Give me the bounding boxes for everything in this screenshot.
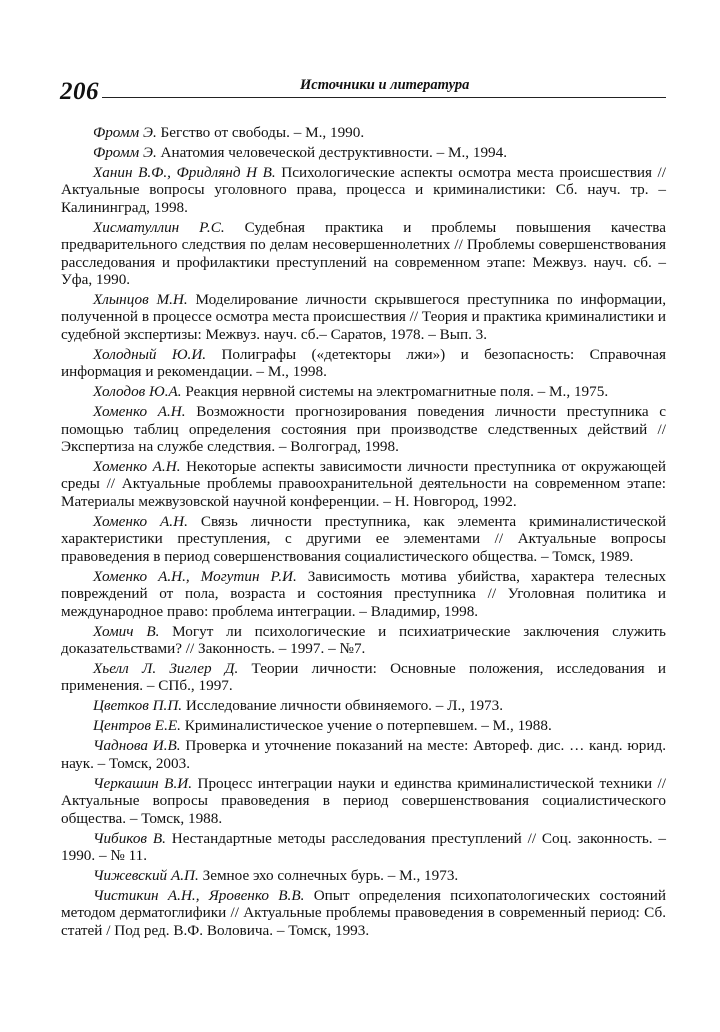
entry-author: Цветков П.П. — [93, 697, 183, 715]
bibliography-list — [61, 124, 666, 942]
entry-author: Холодов Ю.А. — [93, 383, 182, 401]
bibliography-entry — [61, 219, 666, 289]
bibliography-entry — [61, 124, 666, 141]
page-number: 206 — [60, 78, 99, 105]
bibliography-entry — [61, 291, 666, 343]
entry-author: Чистикин А.Н., Яровенко В.В. — [93, 886, 305, 904]
entry-text: Анатомия человеческой деструктивности. – М., 1994. — [156, 144, 508, 161]
entry-author: Хоменко А.Н. — [93, 403, 186, 421]
entry-text: Криминалистическое учение о потерпевшем. – М., 1988. — [180, 717, 552, 735]
entry-text: Некоторые аспекты зависимости личности преступника от окружающей среды // Актуальные проблемы правоохранительной деятельности на современном этапе: Материалы межвузовской научной конференции. – Н. Новгород, 1992. — [61, 458, 666, 510]
entry-author: Хоменко А.Н. — [93, 458, 181, 476]
entry-text: Исследование личности обвиняемого. – Л., 1973. — [182, 697, 504, 715]
entry-author: Хьелл Л. Зиглер Д. — [93, 659, 239, 677]
entry-author: Фромм Э. — [93, 144, 157, 161]
entry-text: Судебная практика и проблемы повышения качества предварительного следствия по делам несовершеннолетних // Проблемы совершенствования расследования и профилактики преступлений на современном этапе: Межвуз. науч. сб. – Уфа, 1990. — [61, 218, 666, 289]
entry-text: Возможности прогнозирования поведения личности преступника с помощью таблиц определения состояния при производстве следственных действий // Экспертиза на службе следствия. – Волгоград, 1998. — [61, 403, 666, 456]
bibliography-entry — [61, 458, 666, 510]
bibliography-entry — [61, 164, 666, 216]
bibliography-entry — [61, 775, 666, 827]
entry-author: Хоменко А.Н., Могутин Р.И. — [93, 567, 297, 585]
entry-author: Ханин В.Ф., Фридлянд Н В. — [93, 164, 276, 181]
bibliography-entry — [61, 144, 666, 161]
bibliography-entry — [61, 513, 666, 565]
entry-text: Моделирование личности скрывшегося преступника по информации, полученной в процессе осмотра места происшествия // Теория и практика криминалистики и судебной экспертизы: Межвуз. науч. сб.– Саратов, 1978. – Вып. 3. — [61, 291, 666, 343]
entry-author: Холодный Ю.И. — [93, 345, 207, 363]
page-header — [60, 78, 666, 108]
bibliography-entry — [61, 887, 666, 939]
entry-author: Хоменко А.Н. — [93, 512, 188, 530]
entry-text: Теории личности: Основные положения, исследования и применения. – СПб., 1997. — [61, 659, 666, 695]
bibliography-entry — [61, 403, 666, 455]
entry-author: Черкашин В.И. — [93, 774, 193, 792]
entry-text: Реакция нервной системы на электромагнитные поля. – М., 1975. — [181, 383, 609, 401]
entry-text: Психологические аспекты осмотра места происшествия // Актуальные вопросы уголовного права, процесса и криминалистики: Сб. науч. тр. – Калининград, 1998. — [61, 164, 666, 216]
bibliography-entry — [61, 737, 666, 772]
header-rule — [102, 97, 666, 98]
bibliography-entry — [61, 867, 666, 884]
entry-text: Бегство от свободы. – М., 1990. — [156, 124, 365, 141]
entry-text: Полиграфы («детекторы лжи») и безопасность: Справочная информация и рекомендации. – М., 1998. — [61, 345, 666, 381]
entry-author: Чибиков В. — [93, 829, 166, 847]
entry-text: Зависимость мотива убийства, характера телесных повреждений от пола, возраста и состояния преступника // Уголовная политика и международное право: проблема интеграции. – Владимир, 1998. — [61, 567, 666, 620]
bibliography-entry — [61, 717, 666, 734]
entry-text: Опыт определения психопатологических состояний методом дерматоглифики // Актуальные проблемы правоведения в современный период: Сб. статей / Под ред. В.Ф. Воловича. – Томск, 1993. — [61, 886, 666, 939]
entry-author: Хлынцов М.Н. — [93, 291, 188, 309]
entry-text: Процесс интеграции науки и единства криминалистической техники // Актуальные вопросы правоведения в период совершенствования социалистического общества. – Томск, 1988. — [61, 774, 666, 827]
bibliography-entry — [61, 623, 666, 658]
entry-author: Фромм Э. — [93, 124, 157, 141]
bibliography-entry — [61, 346, 666, 381]
bibliography-entry — [61, 697, 666, 714]
entry-author: Хомич В. — [93, 622, 160, 640]
entry-author: Чижевский А.П. — [93, 866, 199, 884]
bibliography-entry — [61, 568, 666, 620]
entry-author: Центров Е.Е. — [93, 717, 181, 735]
bibliography-entry — [61, 660, 666, 695]
entry-text: Связь личности преступника, как элемента криминалистической характеристики преступления, с другими ее элементами // Актуальные вопросы правоведения в период совершенствования социалистического общества. – Томск, 1989. — [61, 512, 666, 565]
entry-text: Проверка и уточнение показаний на месте: Автореф. дис. … канд. юрид. наук. – Томск, 2003. — [61, 737, 666, 772]
entry-author: Хисматуллин Р.С. — [93, 218, 225, 236]
entry-text: Земное эхо солнечных бурь. – М., 1973. — [198, 866, 459, 884]
entry-author: Чаднова И.В. — [93, 737, 181, 755]
bibliography-entry — [61, 830, 666, 865]
entry-text: Нестандартные методы расследования преступлений // Соц. законность. – 1990. – № 11. — [61, 829, 667, 864]
entry-text: Могут ли психологические и психиатрические заключения служить доказательствами? // Законность. – 1997. – №7. — [61, 622, 666, 657]
bibliography-entry — [61, 383, 666, 400]
running-title: Источники и литература — [300, 77, 470, 93]
